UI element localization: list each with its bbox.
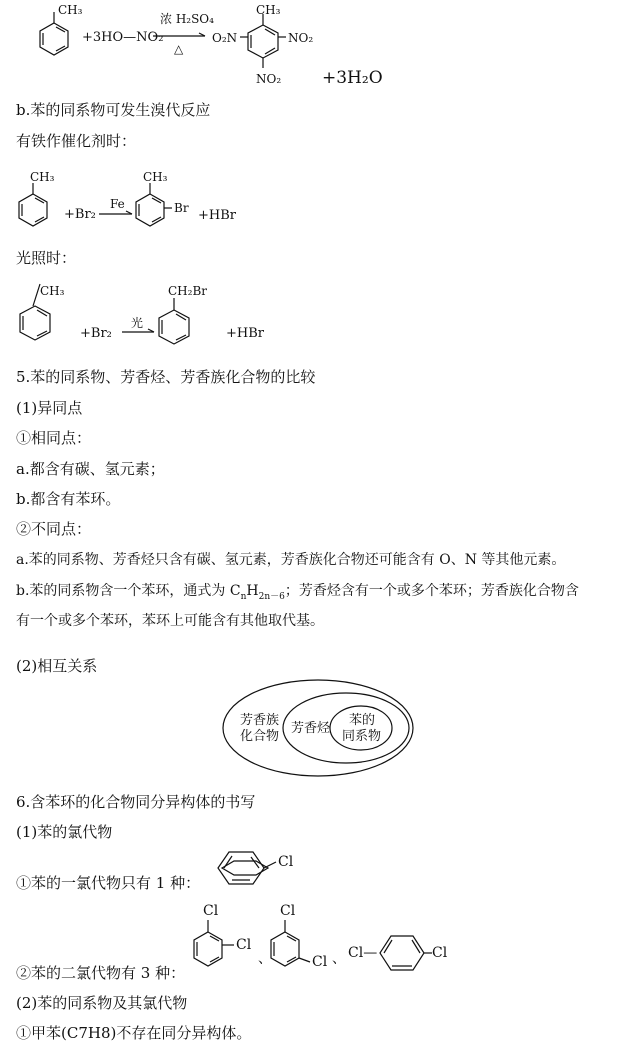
chloro-label: Cl bbox=[312, 954, 328, 970]
same-item-a: a.都含有碳、氢元素； bbox=[16, 460, 165, 478]
chloro-label: Cl bbox=[236, 937, 252, 953]
light-heading: 光照时： bbox=[16, 249, 77, 267]
methyl-label: CH₃ bbox=[58, 3, 83, 17]
bromomethyl-label: CH₂Br bbox=[168, 284, 208, 298]
nitro-left-label: O₂N bbox=[212, 31, 238, 45]
chloro-label: Cl— bbox=[348, 945, 378, 961]
venn-outer-label-2: 化合物 bbox=[240, 729, 280, 744]
hbr-product: +HBr bbox=[198, 208, 236, 223]
iron-catalyst-label: Fe bbox=[110, 197, 125, 211]
venn-outer-label-1: 芳香族 bbox=[240, 713, 280, 728]
water-product: +3H₂O bbox=[322, 68, 383, 88]
diff-item-b-line1: b.苯的同系物含一个苯环，通式为 $C_nH_{2n-6}$；芳香烃含有一个或多个苯环；芳香族化合物含 bbox=[16, 583, 579, 602]
light-catalyst-label: 光 bbox=[131, 316, 144, 330]
mono-chloro-text: ①苯的一氯代物只有 1 种： bbox=[16, 874, 201, 892]
heat-symbol: △ bbox=[174, 42, 184, 56]
nitro-bottom-label: NO₂ bbox=[256, 72, 282, 86]
separator: 、 bbox=[258, 951, 272, 967]
homolog-heading: (2)苯的同系物及其氯代物 bbox=[16, 994, 188, 1012]
chloro-label: Cl bbox=[280, 903, 296, 919]
diff-item-b-line2: 有一个或多个苯环，苯环上可能含有其他取代基。 bbox=[16, 613, 324, 629]
bromine-reagent: +Br₂ bbox=[80, 326, 112, 341]
section6-title: 6.含苯环的化合物同分异构体的书写 bbox=[16, 793, 256, 811]
toluene-text: ①甲苯(C7H8)不存在同分异构体。 bbox=[16, 1024, 252, 1042]
nitric-acid-reagent: +3HO—NO₂ bbox=[82, 30, 164, 45]
venn-inner-label-2: 同系物 bbox=[342, 729, 382, 744]
chloro-label: Cl bbox=[278, 854, 294, 870]
diff-same-heading: (1)异同点 bbox=[16, 399, 83, 417]
nitro-right-label: NO₂ bbox=[288, 31, 314, 45]
relation-heading: (2)相互关系 bbox=[16, 657, 98, 675]
section5-title: 5.苯的同系物、芳香烃、芳香族化合物的比较 bbox=[16, 368, 316, 386]
chloro-label: Cl bbox=[203, 903, 219, 919]
iron-catalyst-heading: 有铁作催化剂时： bbox=[16, 132, 137, 150]
methyl-label: CH₃ bbox=[30, 170, 55, 184]
hbr-product: +HBr bbox=[226, 326, 264, 341]
same-heading: ①相同点： bbox=[16, 429, 92, 447]
methyl-label: CH₃ bbox=[143, 170, 168, 184]
diff-heading: ②不同点： bbox=[16, 520, 92, 538]
diff-item-a: a.苯的同系物、芳香烃只含有碳、氢元素，芳香族化合物还可能含有 O、N 等其他元素。 bbox=[16, 552, 566, 568]
bromo-label: Br bbox=[174, 201, 189, 215]
di-chloro-text: ②苯的二氯代物有 3 种： bbox=[16, 964, 186, 982]
catalyst-label: 浓 H₂SO₄ bbox=[160, 12, 214, 26]
chloro-label: Cl bbox=[432, 945, 448, 961]
separator: 、 bbox=[332, 951, 346, 967]
same-item-b: b.都含有苯环。 bbox=[16, 490, 121, 508]
venn-middle-label: 芳香烃 bbox=[291, 721, 331, 736]
bromine-reagent: +Br₂ bbox=[64, 207, 96, 222]
venn-inner-label-1: 苯的 bbox=[349, 713, 376, 728]
chloro-heading: (1)苯的氯代物 bbox=[16, 823, 113, 841]
methyl-label: CH₃ bbox=[40, 284, 65, 298]
methyl-label: CH₃ bbox=[256, 3, 281, 17]
bromination-heading: b.苯的同系物可发生溴代反应 bbox=[16, 101, 211, 119]
